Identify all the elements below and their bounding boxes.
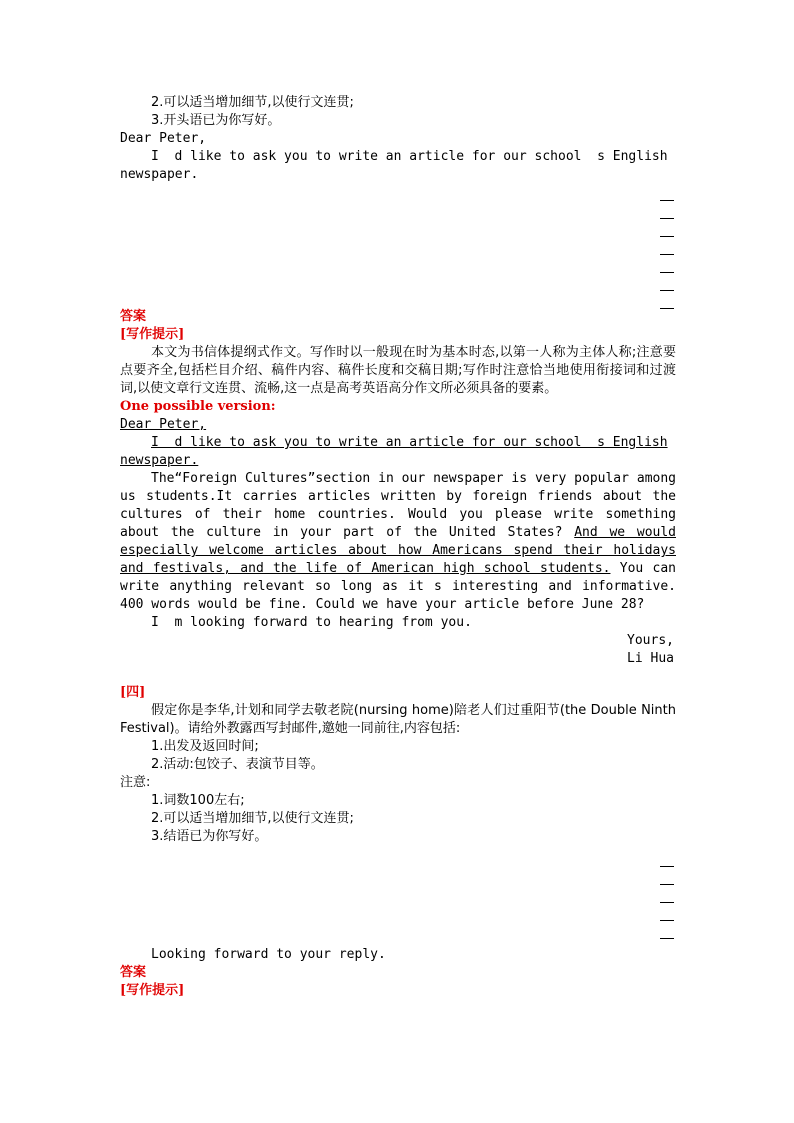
model-opening-line-1 [120, 434, 676, 452]
letter-opening-line-1: I d like to ask you to write an article for our school s English [151, 149, 668, 164]
note-label: 注意: [120, 775, 151, 790]
model-salutation-text: Dear Peter, [120, 417, 207, 432]
section-4-hint-label: [写作提示] [120, 983, 185, 998]
answer-label: 答案 [120, 309, 147, 324]
writing-hint-text: 本文为书信体提纲式作文。写作时以一般现在时为基本时态,以第一人称为主体人称;注意要点要齐全,包括栏目介绍、稿件内容、稿件长度和交稿日期;写作时注意恰当地使用衔接词和过渡词,以使文章行文连贯、流畅,这一点是高考英语高分作文所必须具备的要素。 [120, 345, 676, 396]
model-sign-off: Yours, [627, 633, 674, 648]
blank-line [660, 938, 674, 939]
blank-line [660, 308, 674, 309]
blank-line [660, 272, 674, 273]
section-4-label: [四] [120, 685, 146, 700]
blank-line [660, 884, 674, 885]
item-1: 1.出发及返回时间; [151, 739, 259, 754]
model-body-underlined: And we would especially welcome articles about how Americans spend their holidays and festivals, and the life of American high school students. [120, 525, 676, 576]
model-opening-text-1: I d like to ask you to write an article for our school s English [151, 435, 668, 450]
model-body-part-2: You can write anything relevant so long as it s interesting and informative. 400 words would be fine. Could we have your article before June 28? [120, 561, 676, 612]
writing-hint-label: [写作提示] [120, 327, 185, 342]
blank-line [660, 218, 674, 219]
model-closing: I m looking forward to hearing from you. [151, 615, 472, 630]
section-4-note-3: 3.结语已为你写好。 [151, 829, 268, 844]
blank-line [660, 290, 674, 291]
version-label: One possible version: [120, 399, 276, 414]
letter-opening-line-2: newspaper. [120, 167, 199, 182]
blank-line [660, 254, 674, 255]
item-2: 2.活动:包饺子、表演节目等。 [151, 757, 324, 772]
model-opening-line-2 [120, 452, 676, 470]
model-signature: Li Hua [627, 651, 674, 666]
blank-line [660, 920, 674, 921]
model-body-part-1: The“Foreign Cultures”section in our newspaper is very popular among us students.It carries articles written by foreign friends about the cultures of their home countries. Would you please write something about the culture in your part of the United States? [120, 471, 676, 540]
model-body-paragraph [120, 470, 676, 614]
model-salutation [120, 416, 676, 434]
blank-line [660, 902, 674, 903]
section-4-note-2: 2.可以适当增加细节,以使行文连贯; [151, 811, 354, 826]
letter-salutation: Dear Peter, [120, 131, 207, 146]
section-4-closing: Looking forward to your reply. [151, 947, 386, 962]
writing-blank-lines [120, 190, 676, 316]
blank-line [660, 200, 674, 201]
note-3: 3.开头语已为你写好。 [151, 113, 281, 128]
section-4-answer-label: 答案 [120, 965, 147, 980]
section-4-note-1: 1.词数100左右; [151, 793, 245, 808]
blank-line [660, 866, 674, 867]
writing-blank-lines-2 [120, 856, 676, 946]
section-4-prompt: 假定你是李华,计划和同学去敬老院(nursing home)陪老人们过重阳节(the Double Ninth Festival)。请给外教露西写封邮件,邀她一同前往,内容包括: [120, 703, 676, 736]
note-2: 2.可以适当增加细节,以使行文连贯; [151, 95, 354, 110]
blank-line [660, 236, 674, 237]
document-page [120, 94, 676, 1000]
model-opening-text-2: newspaper. [120, 453, 199, 468]
